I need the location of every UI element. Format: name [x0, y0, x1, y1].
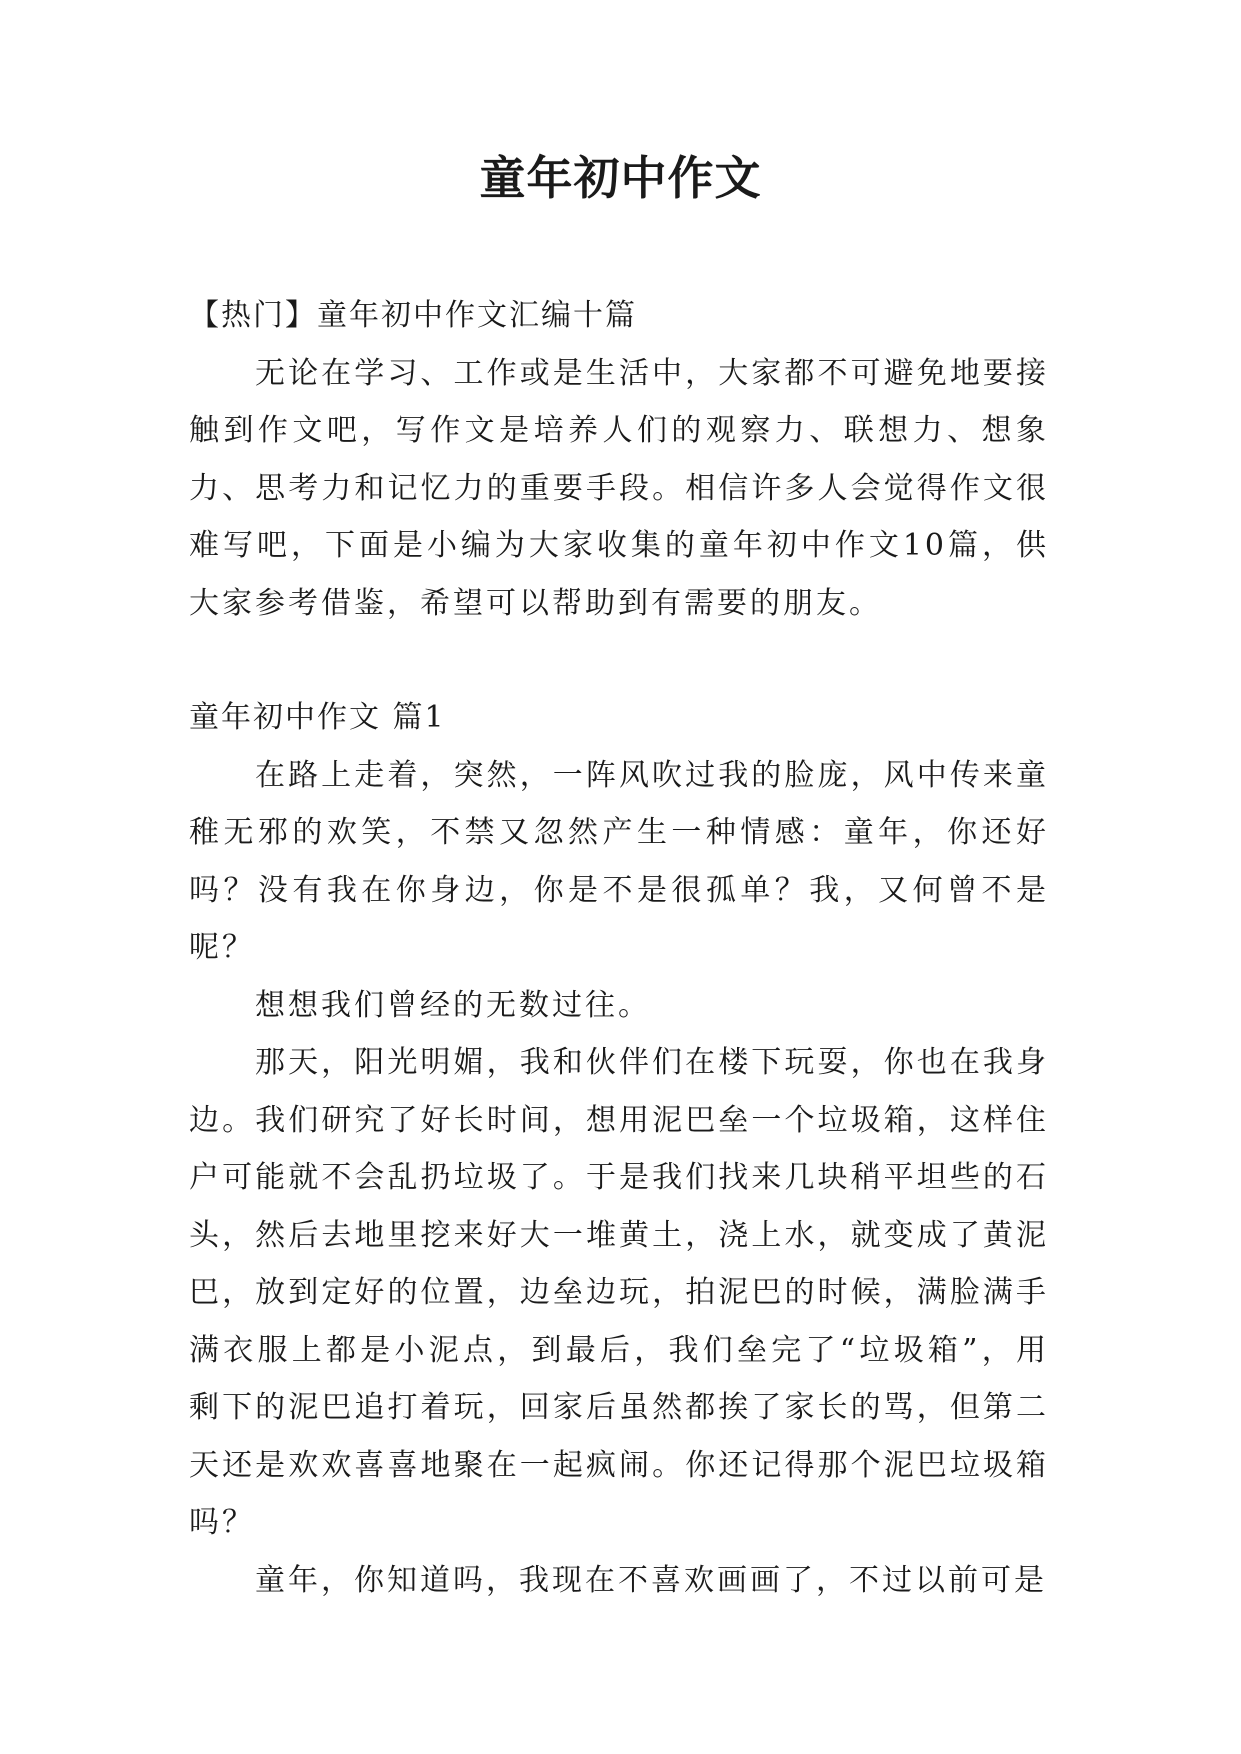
document-body — [189, 287, 1049, 1609]
intro-paragraph: 无论在学习、工作或是生活中，大家都不可避免地要接触到作文吧，写作文是培养人们的观察力、联想力、想象力、思考力和记忆力的重要手段。相信许多人会觉得作文很难写吧，下面是小编为大家收集的童年初中作文10篇，供大家参考借鉴，希望可以帮助到有需要的朋友。 — [189, 355, 1049, 621]
document-title: 童年初中作文 — [479, 151, 762, 205]
section-heading: 童年初中作文 篇1 — [189, 700, 446, 735]
body-paragraph: 那天，阳光明媚，我和伙伴们在楼下玩耍，你也在我身边。我们研究了好长时间，想用泥巴垒一个垃圾箱，这样住户可能就不会乱扔垃圾了。于是我们找来几块稍平坦些的石头，然后去地里挖来好大一堆黄土，浇上水，就变成了黄泥巴，放到定好的位置，边垒边玩，拍泥巴的时候，满脸满手满衣服上都是小泥点，到最后，我们垒完了“垃圾箱”，用剩下的泥巴追打着玩，回家后虽然都挨了家长的骂，但第二天还是欢欢喜喜地聚在一起疯闹。你还记得那个泥巴垃圾箱吗？ — [189, 1045, 1049, 1540]
document-subtitle: 【热门】童年初中作文汇编十篇 — [189, 298, 637, 333]
body-paragraph: 童年，你知道吗，我现在不喜欢画画了，不过以前可是 — [255, 1562, 1047, 1598]
body-paragraph: 在路上走着，突然，一阵风吹过我的脸庞，风中传来童稚无邪的欢笑，不禁又忽然产生一种情感：童年，你还好吗？没有我在你身边，你是不是很孤单？我，又何曾不是呢？ — [189, 757, 1049, 965]
body-paragraph: 想想我们曾经的无数过往。 — [255, 987, 651, 1023]
